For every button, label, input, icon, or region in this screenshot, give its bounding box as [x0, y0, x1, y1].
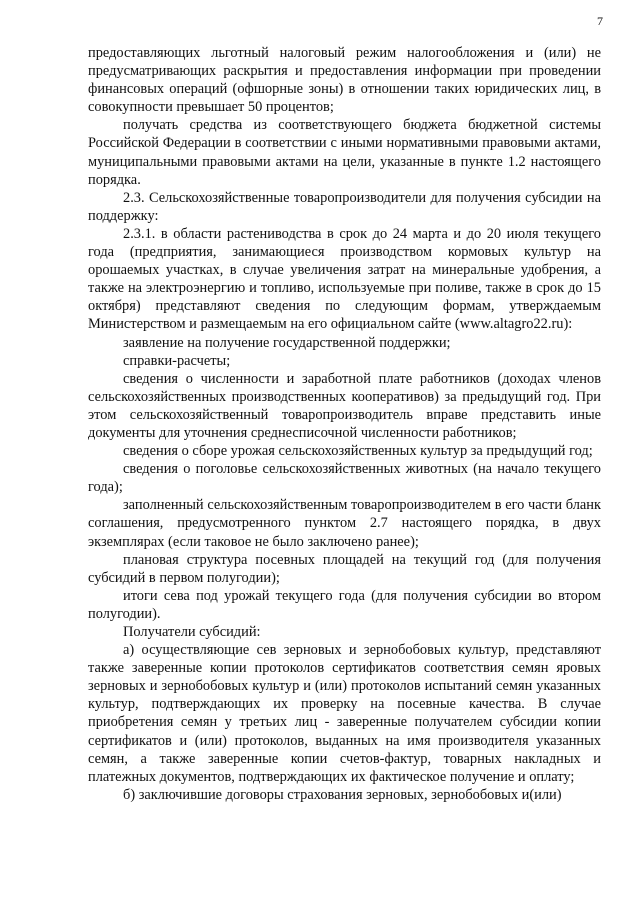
list-item: а) осуществляющие сев зерновых и зернобобовых культур, представляют также заверенные копии протоколов сертификатов соответствия семян яровых зерновых и зернобобовых культур и (или) протоколов испытаний семян указанных культур, подтверждающих их проверку на посевные качества. В случае приобретения семян у третьих лиц - заверенные получателем субсидии копии сертификатов и (или) протоколов, выданных на имя производителя указанных семян, а также заверенные копии счетов-фактур, товарных накладных и платежных документов, подтверждающих их фактическое получение и оплату; — [88, 642, 601, 785]
paragraph: предоставляющих льготный налоговый режим налогообложения и (или) не предусматривающих раскрытия и предоставления информации при проведении финансовых операций (офшорные зоны) в отношении таких юридических лиц, в совокупности превышает 50 процентов; — [88, 45, 601, 116]
paragraph: 2.3.1. в области растениводства в срок до 24 марта и до 20 июля текущего года (предприятия, занимающиеся производством кормовых культур на орошаемых участках, в случае увеличения затрат на минеральные удобрения, а также на электроэнергию и топливо, используемые при поливе, также в срок до 15 октября) представляют сведения по следующим формам, утверждаемым Министерством и размещаемым на его официальном сайте (www.altagro22.ru): — [88, 225, 601, 333]
paragraph: получать средства из соответствующего бюджета бюджетной системы Российской Федерации в соответствии с иными нормативными правовыми актами, муниципальными правовыми актами на цели, указанные в пункте 1.2 настоящего порядка. — [88, 117, 601, 188]
list-item: б) заключившие договоры страхования зерновых, зернобобовых и(или) — [123, 786, 562, 803]
list-item: плановая структура посевных площадей на текущий год (для получения субсидий в первом полугодии); — [88, 551, 601, 586]
list-item: сведения о численности и заработной плате работников (доходах членов сельскохозяйственных производственных кооперативов) за предыдущий год. При этом сельскохозяйственный товаропроизводитель вправе представить иные документы для уточнения среднесписочной численности работников; — [88, 370, 601, 441]
page-number: 7 — [597, 14, 603, 28]
list-item: итоги сева под урожай текущего года (для получения субсидии во втором полугодии). — [88, 587, 601, 622]
list-item: заявление на получение государственной поддержки; — [123, 334, 451, 351]
list-item: сведения о сборе урожая сельскохозяйственных культур за предыдущий год; — [123, 443, 593, 460]
document-body — [88, 44, 601, 804]
list-item: справки-расчеты; — [123, 352, 231, 369]
paragraph: Получатели субсидий: — [123, 624, 261, 640]
list-item: сведения о поголовье сельскохозяйственных животных (на начало текущего года); — [88, 461, 601, 496]
list-item: заполненный сельскохозяйственным товаропроизводителем в его части бланк соглашения, предусмотренного пунктом 2.7 настоящего порядка, в двух экземплярах (если таковое не было заключено ранее); — [88, 497, 601, 550]
section-heading-2-3: 2.3. Сельскохозяйственные товаропроизводители для получения субсидии на поддержку: — [88, 189, 601, 224]
